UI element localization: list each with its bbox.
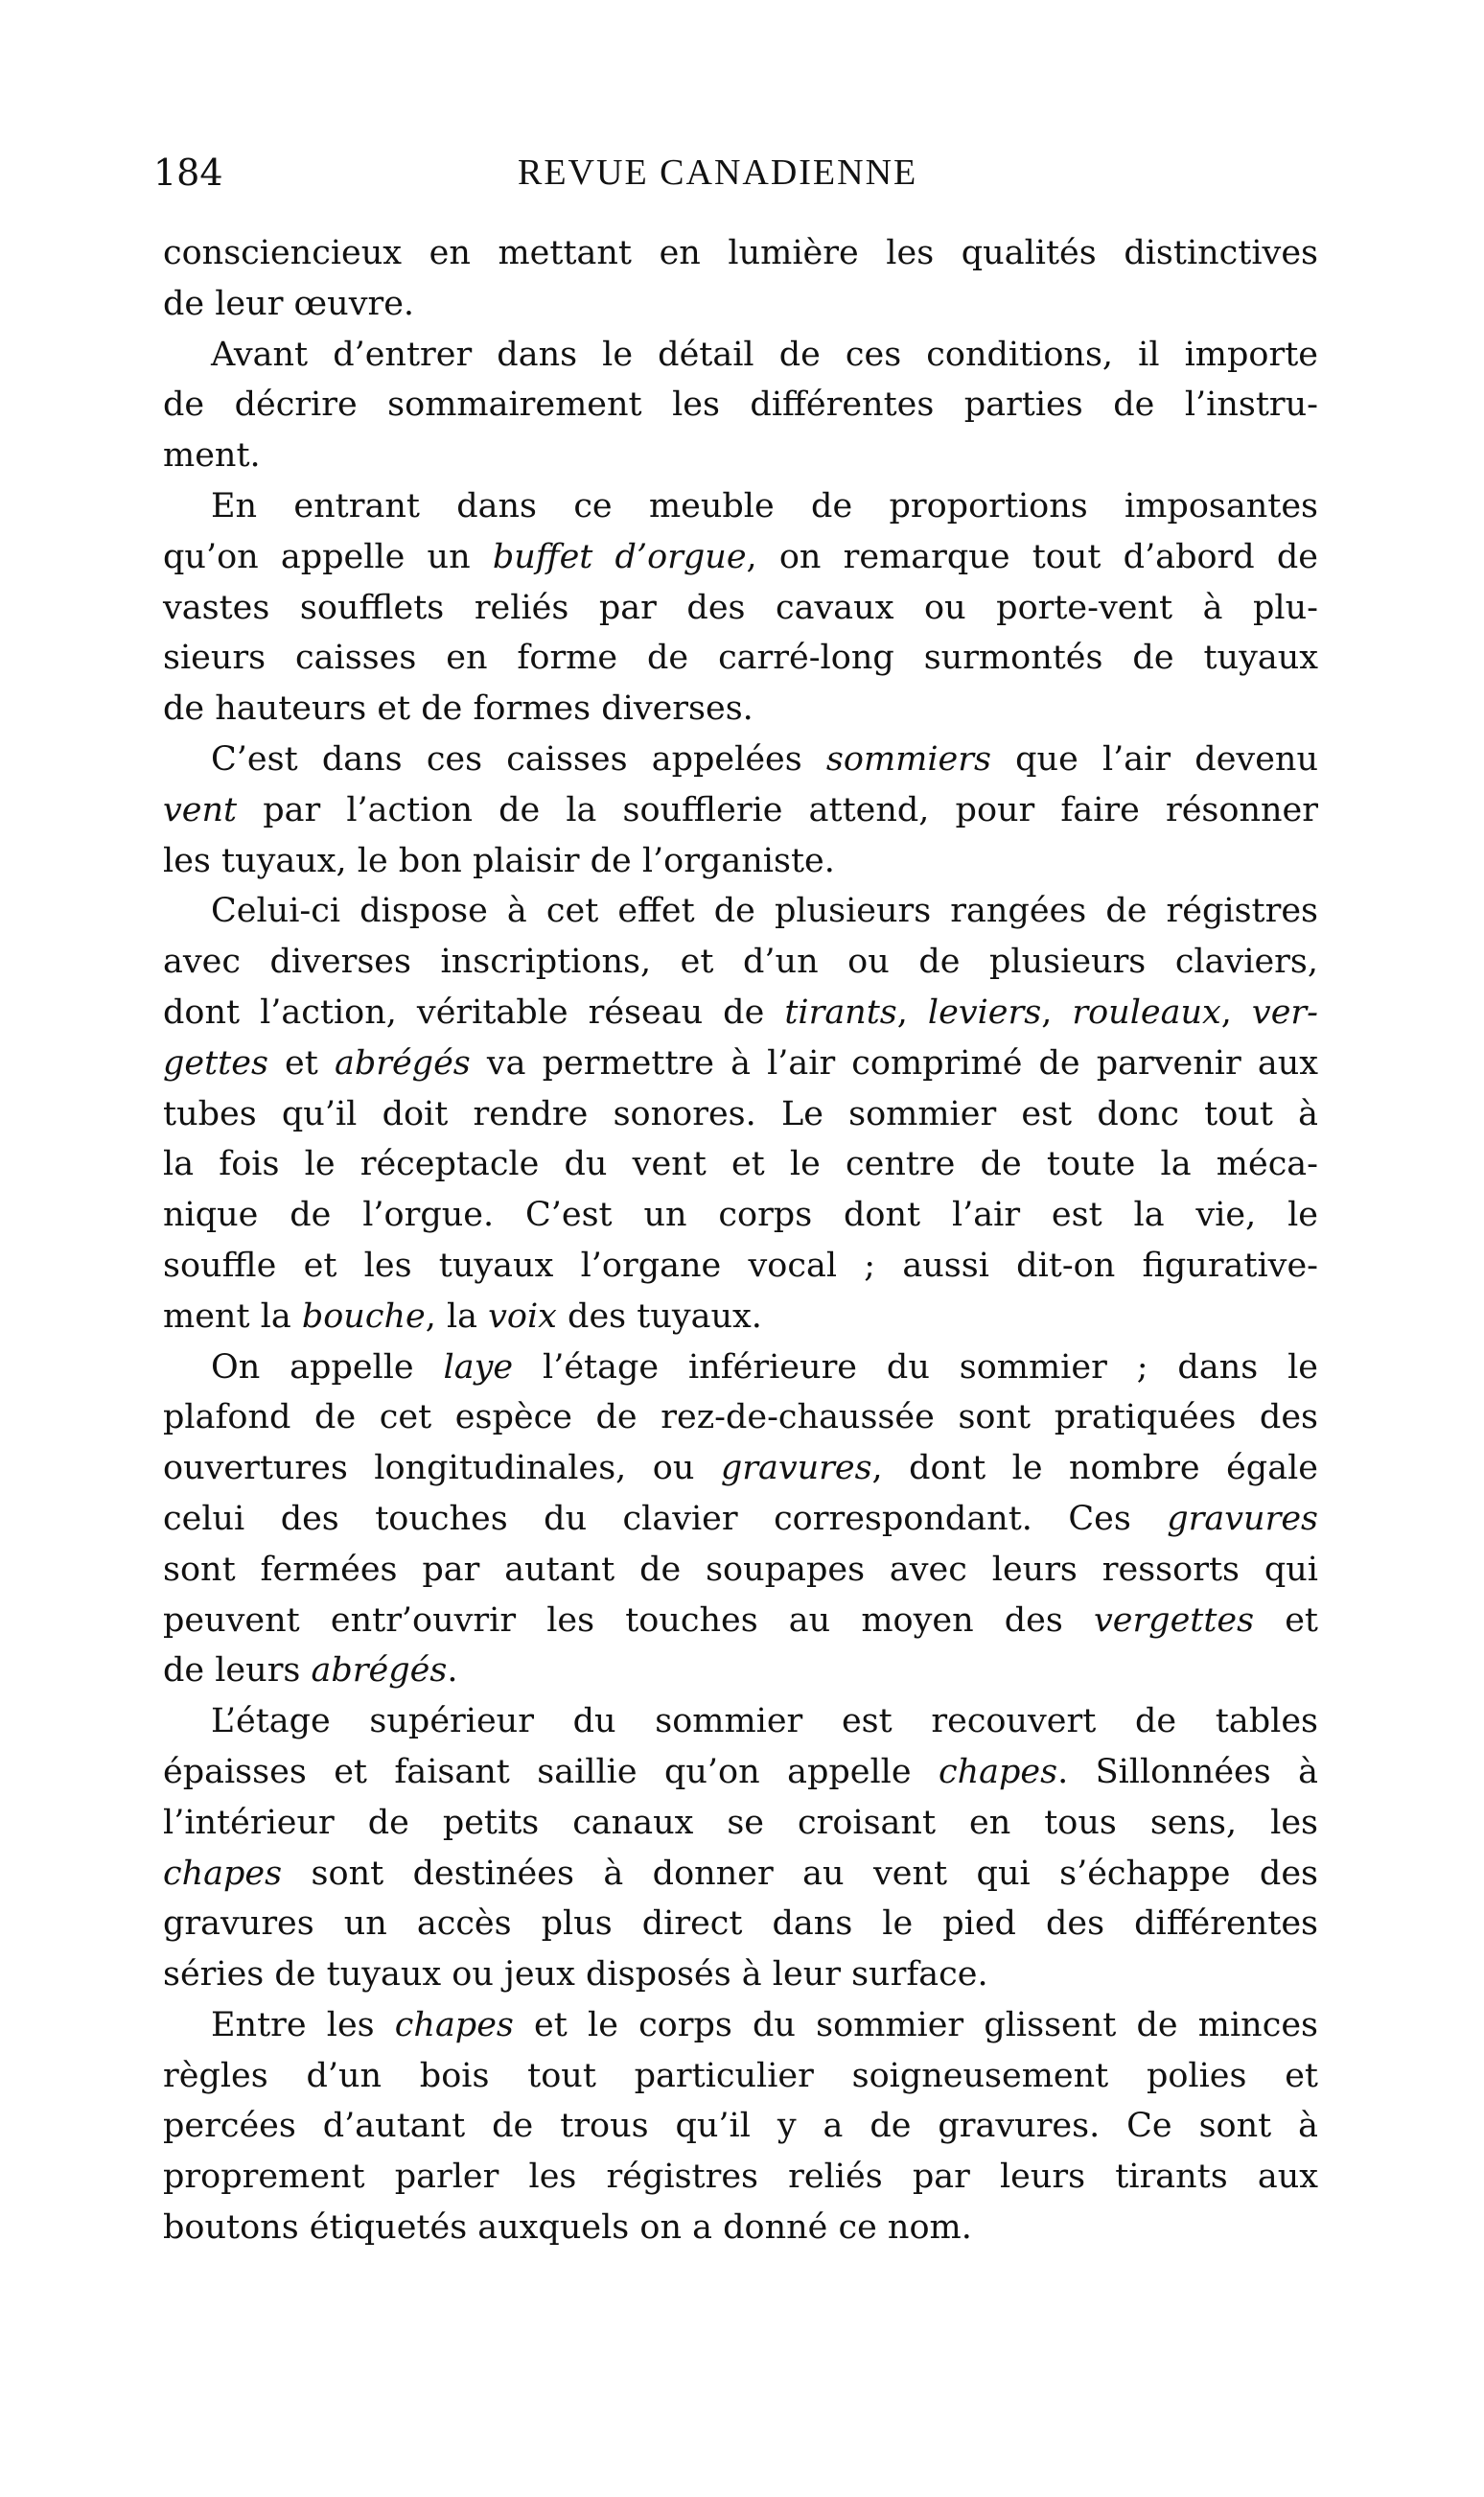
italic-term: bouche [301, 1296, 426, 1336]
text-line [163, 2101, 1318, 2152]
text-line [163, 1849, 1318, 1900]
text-segment: consciencieux en mettant en lumière les qualités distinctives [163, 234, 1318, 272]
text-line [163, 1190, 1318, 1241]
text-segment: règles d’un bois tout particulier soigneusement polies et [163, 2056, 1318, 2095]
text-line [163, 937, 1318, 988]
italic-term: leviers [927, 992, 1042, 1032]
text-segment: les tuyaux, le bon plaisir de l’organiste. [163, 841, 835, 880]
text-line [163, 1292, 1318, 1342]
page-number: 184 [153, 152, 223, 194]
text-line [163, 1798, 1318, 1849]
text-segment: va permettre à l’air comprimé de parvenir aux [470, 1043, 1318, 1083]
text-line [163, 431, 1318, 481]
text-line [163, 2000, 1318, 2051]
italic-term: tirants [784, 992, 897, 1032]
text-segment: tubes qu’il doit rendre sonores. Le sommier est donc tout à [163, 1094, 1318, 1133]
text-line [163, 481, 1318, 532]
text-line [163, 735, 1318, 785]
text-segment: L’étage supérieur du sommier est recouvert de tables [211, 1702, 1318, 1741]
text-segment: de leur œuvre. [163, 284, 415, 323]
text-segment: ment la [163, 1296, 302, 1336]
text-line [163, 1545, 1318, 1596]
text-segment: , [896, 992, 928, 1032]
text-segment: ouvertures longitudinales, ou [163, 1449, 721, 1488]
text-line [163, 1038, 1318, 1089]
text-line [163, 1494, 1318, 1545]
text-line [163, 1596, 1318, 1646]
text-segment: des tuyaux. [556, 1296, 762, 1336]
text-line [163, 380, 1318, 431]
text-segment: peuvent entr’ouvrir les touches au moyen des [163, 1600, 1094, 1640]
text-line [163, 583, 1318, 634]
italic-term: abrégés [334, 1043, 471, 1083]
text-segment: On appelle [211, 1347, 444, 1387]
italic-term: vergettes [1093, 1600, 1255, 1640]
text-line [163, 2051, 1318, 2102]
text-line [163, 1392, 1318, 1443]
italic-term: gravures [1167, 1499, 1318, 1538]
text-segment: et le corps du sommier glissent de minces [513, 2005, 1318, 2044]
text-segment: de leurs [163, 1651, 312, 1691]
text-line [163, 2203, 1318, 2253]
text-segment: , [1041, 992, 1073, 1032]
text-segment: par l’action de la soufflerie attend, pour faire résonner [237, 790, 1318, 829]
text-line [163, 1949, 1318, 2000]
text-line [163, 988, 1318, 1038]
italic-term: buffet d’orgue [492, 537, 747, 576]
text-line [163, 330, 1318, 381]
text-segment: de hauteurs et de formes diverses. [163, 689, 754, 729]
text-segment: et [267, 1043, 335, 1083]
italic-term: ver- [1251, 992, 1318, 1032]
text-segment: la fois le réceptacle du vent et le centre de toute la méca- [163, 1145, 1318, 1184]
text-segment: C’est dans ces caisses appelées [211, 739, 826, 779]
text-segment: ment. [163, 436, 261, 476]
text-line [163, 886, 1318, 937]
italic-term: abrégés [311, 1651, 448, 1691]
text-segment: souffle et les tuyaux l’organe vocal ; aussi dit-on figurative- [163, 1246, 1318, 1285]
text-segment: . Sillonnées à [1057, 1752, 1318, 1791]
text-segment: . [447, 1651, 458, 1691]
journal-title: REVUE CANADIENNE [518, 152, 918, 193]
text-segment: nique de l’orgue. C’est un corps dont l’air est la vie, le [163, 1196, 1318, 1235]
italic-term: laye [443, 1347, 514, 1387]
text-segment: , dont le nombre égale [871, 1449, 1318, 1488]
text-segment: gravures un accès plus direct dans le pied des différentes [163, 1904, 1318, 1944]
text-segment: séries de tuyaux ou jeux disposés à leur surface. [163, 1955, 988, 1995]
text-line [163, 785, 1318, 836]
text-segment: dont l’action, véritable réseau de [163, 992, 785, 1032]
text-segment: , [1220, 992, 1252, 1032]
text-line [163, 1899, 1318, 1949]
text-line [163, 1645, 1318, 1696]
text-line [163, 279, 1318, 330]
text-line [163, 1241, 1318, 1292]
italic-term: chapes [938, 1752, 1058, 1791]
text-segment: l’étage inférieure du sommier ; dans le [513, 1347, 1319, 1387]
text-body [163, 228, 1318, 2253]
italic-term: chapes [163, 1854, 283, 1893]
italic-term: sommiers [825, 739, 991, 779]
text-line [163, 1089, 1318, 1140]
text-segment: Avant d’entrer dans le détail de ces conditions, il importe [211, 335, 1318, 374]
text-segment: boutons étiquetés auxquels on a donné ce nom. [163, 2208, 972, 2248]
text-segment: de décrire sommairement les différentes parties de l’instru- [163, 385, 1318, 425]
text-segment: l’intérieur de petits canaux se croisant en tous sens, les [163, 1803, 1318, 1842]
text-line [163, 2152, 1318, 2203]
text-segment: sieurs caisses en forme de carré-long surmontés de tuyaux [163, 639, 1318, 678]
text-segment: Entre les [211, 2005, 395, 2044]
text-segment: proprement parler les régistres reliés par leurs tirants aux [163, 2158, 1318, 2197]
text-line [163, 836, 1318, 887]
italic-term: gettes [163, 1043, 268, 1083]
text-line [163, 1139, 1318, 1190]
text-segment: En entrant dans ce meuble de proportions imposantes [211, 486, 1318, 525]
text-line [163, 1747, 1318, 1798]
text-segment: Celui-ci dispose à cet effet de plusieurs rangées de régistres [211, 892, 1318, 931]
text-segment: avec diverses inscriptions, et d’un ou de plusieurs claviers, [163, 943, 1318, 982]
text-line [163, 684, 1318, 735]
italic-term: vent [163, 790, 238, 829]
text-segment: , on remarque tout d’abord de [746, 537, 1318, 576]
text-segment: celui des touches du clavier correspondant. Ces [163, 1499, 1168, 1538]
italic-term: rouleaux [1072, 992, 1221, 1032]
italic-term: voix [488, 1296, 557, 1336]
text-segment: sont destinées à donner au vent qui s’échappe des [282, 1854, 1318, 1893]
text-segment: vastes soufflets reliés par des cavaux ou porte-vent à plu- [163, 588, 1318, 627]
text-line [163, 532, 1318, 583]
text-line [163, 228, 1318, 279]
text-segment: percées d’autant de trous qu’il y a de gravures. Ce sont à [163, 2107, 1318, 2146]
text-segment: , la [425, 1296, 489, 1336]
text-line [163, 633, 1318, 684]
text-segment: que l’air devenu [990, 739, 1318, 779]
text-segment: qu’on appelle un [163, 537, 493, 576]
text-line [163, 1696, 1318, 1747]
text-segment: sont fermées par autant de soupapes avec leurs ressorts qui [163, 1550, 1318, 1589]
text-segment: et [1254, 1600, 1318, 1640]
text-segment: plafond de cet espèce de rez-de-chaussée sont pratiquées des [163, 1398, 1318, 1437]
text-segment: épaisses et faisant saillie qu’on appelle [163, 1752, 939, 1791]
italic-term: gravures [720, 1449, 872, 1488]
text-line [163, 1443, 1318, 1494]
running-head [153, 144, 1323, 201]
text-line [163, 1342, 1318, 1393]
italic-term: chapes [394, 2005, 514, 2044]
